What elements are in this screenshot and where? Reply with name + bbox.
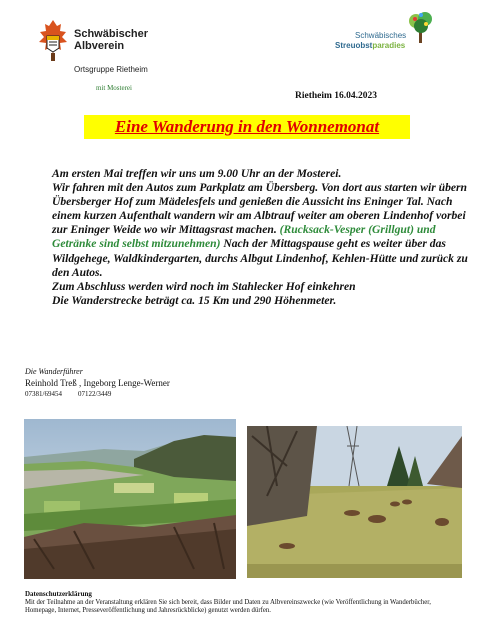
- streuobstparadies-logo: [335, 10, 435, 54]
- guides-names: Reinhold Treß , Ingeborg Lenge-Werner: [25, 378, 170, 388]
- announcement-text: [52, 167, 472, 308]
- partner-name-line1: Schwäbisches: [355, 31, 407, 40]
- paragraph-route: [52, 181, 472, 280]
- club-name-line1: Schwäbischer: [74, 28, 148, 40]
- partner-name-line2: [335, 41, 405, 50]
- provisions-note: (Rucksack-Vesper (Grillgut) und Getränke sind selbst mitzunehmen): [52, 223, 436, 251]
- mosterei-label: mit Mosterei: [96, 84, 132, 92]
- deer-meadow-photo: [247, 426, 462, 578]
- privacy-text: Mit der Teilnahme an der Veranstaltung erklären Sie sich bereit, dass Bilder und Daten zu Albvereinszwecke (wie Veröffentlichung in Wanderbücher, Homepage, Internet, Presseveröffentlichung und Jahresrückblicke) genutzt werden dürfen.: [25, 599, 431, 615]
- guides-heading: Die Wanderführer: [25, 367, 83, 376]
- tree-icon: [407, 10, 435, 44]
- albverein-logo: [36, 18, 186, 88]
- club-group: Ortsgruppe Rietheim: [74, 65, 148, 74]
- page-title: Eine Wanderung in den Wonnemonat: [114, 117, 380, 136]
- guide-phone-2: 07122/3449: [77, 390, 112, 398]
- albverein-emblem-icon: [36, 18, 70, 62]
- guide-phone-1: 07381/69454: [25, 390, 62, 398]
- guides-phones: [25, 390, 127, 398]
- paragraph-meeting: Am ersten Mai treffen wir uns um 9.00 Uhr an der Mosterei.: [52, 167, 342, 180]
- route-text-continued: Nach der Mittagspause geht es weiter über das Wildgehege, Waldkindergarten, durchs Albgut Lindenhof, Kehlen-Hütte und zurück zu den Autos.: [52, 237, 468, 279]
- paragraph-distance: Die Wanderstrecke beträgt ca. 15 Km und 290 Höhenmeter.: [52, 293, 337, 307]
- title-banner: [84, 115, 410, 139]
- valley-view-photo: [24, 419, 236, 579]
- route-text: Wir fahren mit den Autos zum Parkplatz am Übersberg. Von dort aus starten wir übern Übersberger Hof zum Mädelesfels und genießen die Aussicht ins Eninger Tal. Nach einem kurzen Aufenthalt wandern wir am Albtrauf weiter am oberen Lindenhof vorbei zur Eninger Weide wo wir Mittagsrast machen.: [52, 181, 467, 237]
- partner-name-2b: paradies: [372, 41, 406, 50]
- club-name-line2: Albverein: [74, 40, 125, 52]
- date-line: Rietheim 16.04.2023: [295, 91, 378, 101]
- paragraph-closing: Zum Abschluss werden wird noch im Stahlecker Hof einkehren: [52, 279, 356, 293]
- privacy-heading: Datenschutzerklärung: [25, 590, 92, 598]
- partner-name-2a: Streuobst: [335, 41, 373, 50]
